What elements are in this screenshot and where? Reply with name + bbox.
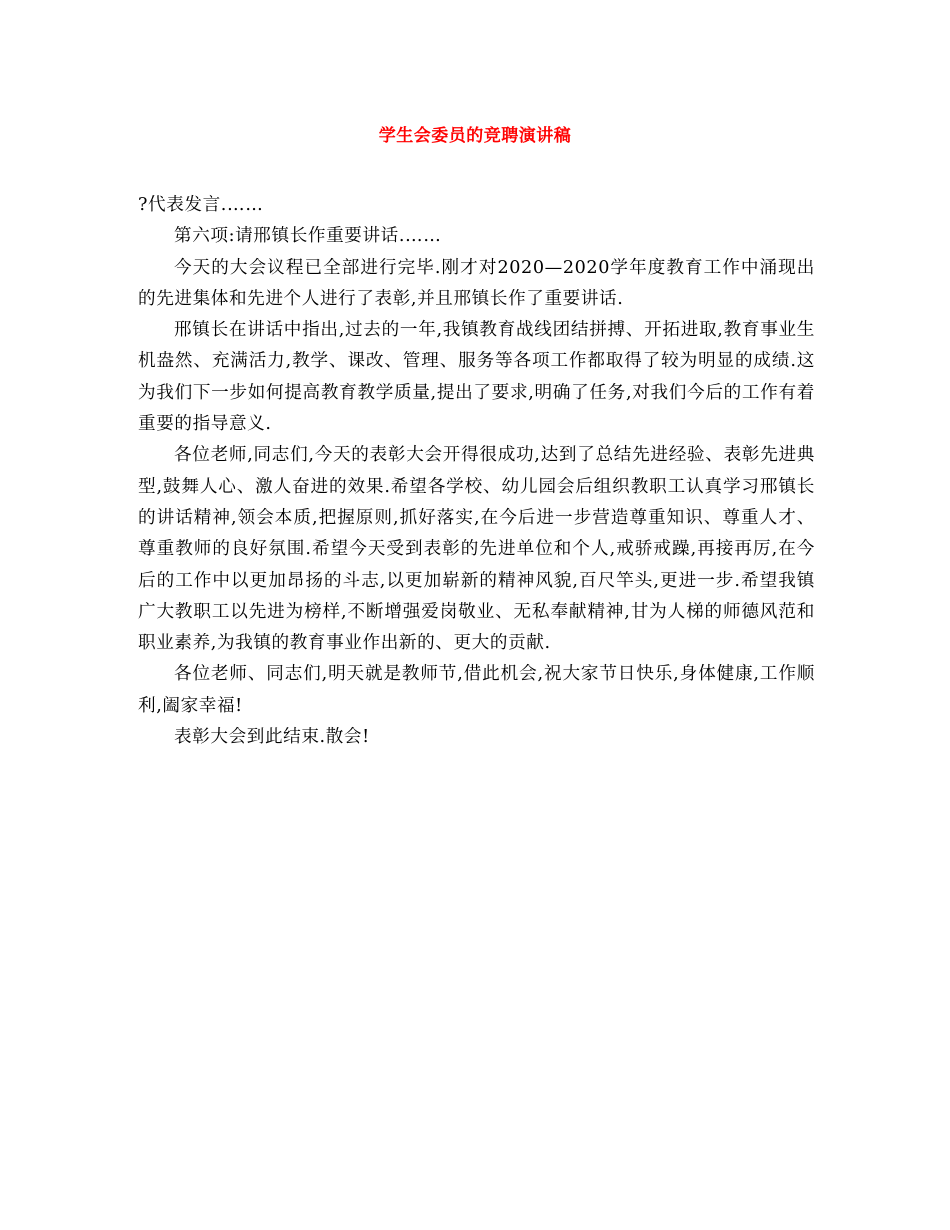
paragraph: ?代表发言.…… bbox=[138, 195, 264, 215]
paragraph: 表彰大会到此结束.散会! bbox=[174, 727, 370, 748]
paragraph: 今天的大会议程已全部进行完毕.刚才对2020—2020学年度教育工作中涌现出的先进集体和先进个人进行了表彰,并且邢镇长作了重要讲话. bbox=[138, 257, 815, 309]
document-title: 学生会委员的竞聘演讲稿 bbox=[378, 126, 572, 146]
paragraph: 邢镇长在讲话中指出,过去的一年,我镇教育战线团结拼搏、开拓进取,教育事业生机盎然、充满活力,教学、课改、管理、服务等各项工作都取得了较为明显的成绩.这为我们下一步如何提高教育教学质量,提出了要求,明确了任务,对我们今后的工作有着重要的指导意义. bbox=[138, 320, 815, 435]
document-body bbox=[138, 190, 815, 753]
paragraph: 各位老师、同志们,明天就是教师节,借此机会,祝大家节日快乐,身体健康,工作顺利,阖家幸福! bbox=[138, 664, 815, 716]
paragraph: 第六项:请邢镇长作重要讲话.…… bbox=[174, 226, 442, 247]
paragraph: 各位老师,同志们,今天的表彰大会开得很成功,达到了总结先进经验、表彰先进典型,鼓舞人心、激人奋进的效果.希望各学校、幼儿园会后组织教职工认真学习邢镇长的讲话精神,领会本质,把握原则,抓好落实,在今后进一步营造尊重知识、尊重人才、尊重教师的良好氛围.希望今天受到表彰的先进单位和个人,戒骄戒躁,再接再厉,在今后的工作中以更加昂扬的斗志,以更加崭新的精神风貌,百尺竿头,更进一步.希望我镇广大教职工以先进为榜样,不断增强爱岗敬业、无私奉献精神,甘为人梯的师德风范和职业素养,为我镇的教育事业作出新的、更大的贡献. bbox=[138, 445, 815, 654]
